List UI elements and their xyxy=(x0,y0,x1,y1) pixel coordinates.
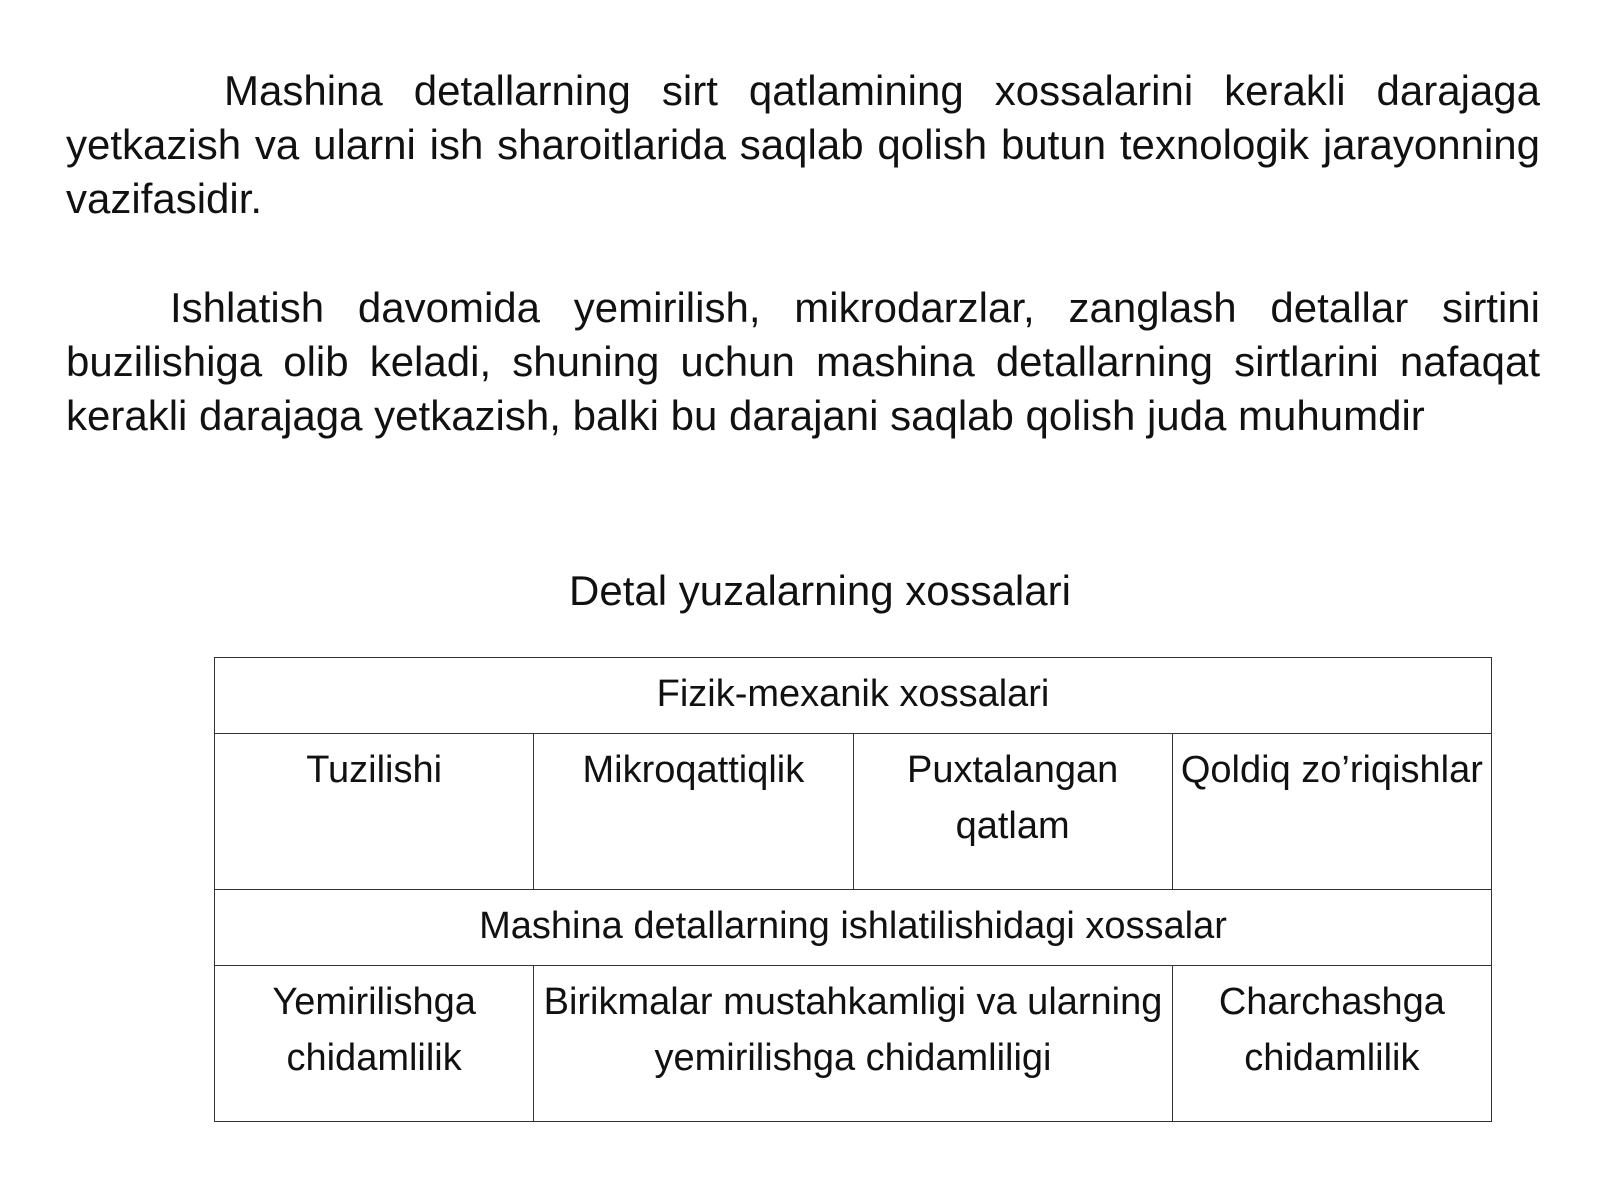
table-cell-microhardness: Mikroqattiqlik xyxy=(534,734,853,890)
properties-table xyxy=(214,657,1492,1122)
table-cell-joint-strength: Birikmalar mustahkamligi va ularning yemirilishga chidamliligi xyxy=(534,966,1173,1122)
table-cell-hardened-layer: Puxtalangan qatlam xyxy=(853,734,1172,890)
table-title: Detal yuzalarning xossalari xyxy=(569,567,1071,614)
table-cell-wear-resistance: Yemirilishga chidamlilik xyxy=(215,966,534,1122)
table-section-header-row xyxy=(215,890,1492,966)
table-row xyxy=(215,734,1492,890)
table-row xyxy=(215,966,1492,1122)
table-section-header-row xyxy=(215,658,1492,734)
physical-mechanical-header: Fizik-mexanik xossalari xyxy=(215,658,1492,734)
table-cell-fatigue-resistance: Charchashga chidamlilik xyxy=(1172,966,1491,1122)
paragraph-2: Ishlatish davomida yemirilish, mikrodarzlar, zanglash detallar sirtini buzilishiga olib keladi, shuning uchun mashina detallarning sirtlarini nafaqat kerakli darajaga yetkazish, balki bu darajani saqlab qolish juda muhumdir xyxy=(66,284,1540,439)
table-cell-structure: Tuzilishi xyxy=(215,734,534,890)
table-cell-residual-stress: Qoldiq zo’riqishlar xyxy=(1172,734,1491,890)
paragraph-1: Mashina detallarning sirt qatlamining xossalarini kerakli darajaga yetkazish va ularni ish sharoitlarida saqlab qolish butun texnologik jarayonning vazifasidir. xyxy=(66,67,1540,222)
operational-properties-header: Mashina detallarning ishlatilishidagi xossalar xyxy=(215,890,1492,966)
